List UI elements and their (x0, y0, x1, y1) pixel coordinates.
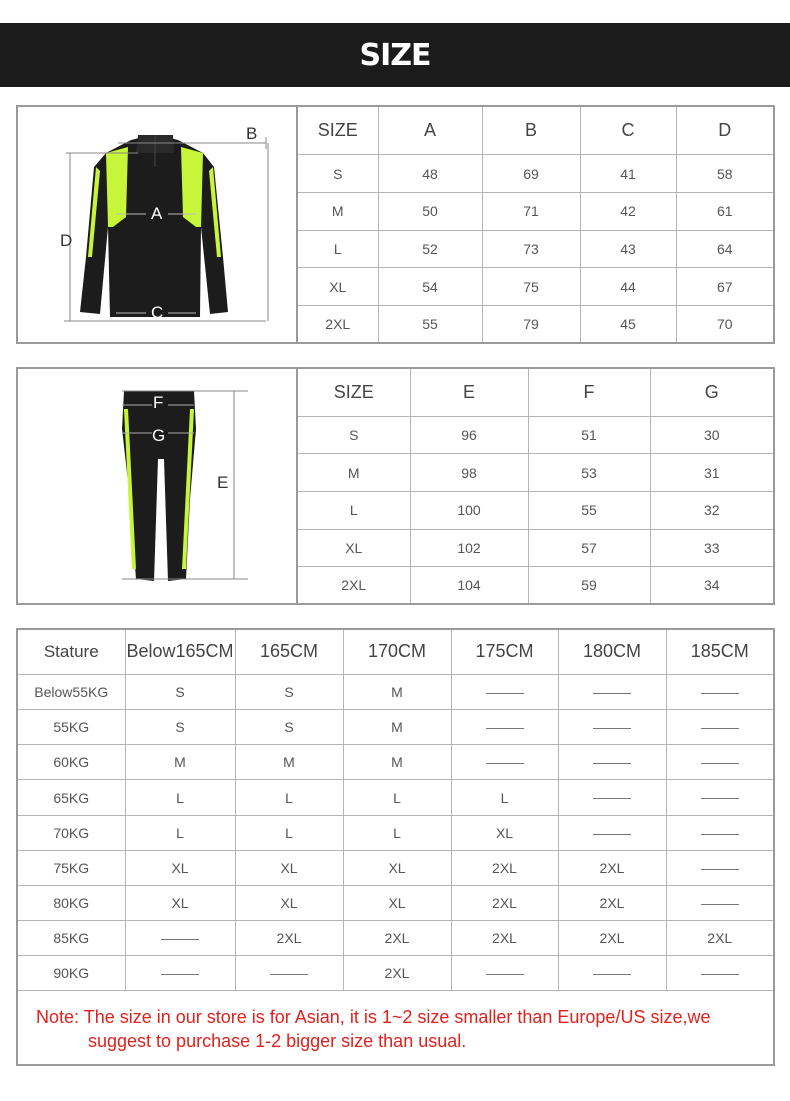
cell: 70 (676, 305, 773, 342)
label-a: A (151, 204, 163, 223)
size-cell: 2XL (558, 850, 666, 885)
stature-table-body (18, 630, 773, 990)
size-cell: L (125, 815, 235, 850)
cell: 33 (650, 529, 773, 567)
cell: 96 (410, 416, 528, 454)
header-cell: Stature (18, 630, 125, 674)
table-row (298, 416, 773, 454)
cell: 104 (410, 567, 528, 603)
table-row (298, 491, 773, 529)
table-row (298, 268, 773, 306)
table-row (298, 230, 773, 268)
no-size-dash (161, 939, 199, 940)
size-cell (666, 710, 773, 745)
size-cell: XL (235, 850, 343, 885)
table-header-row (18, 630, 773, 674)
table-row (18, 745, 773, 780)
label-b: B (246, 124, 258, 143)
label-c: C (151, 303, 164, 322)
cell: 34 (650, 567, 773, 603)
size-cell: 2XL (558, 886, 666, 921)
jacket-right-accent (181, 147, 203, 227)
cell: 42 (580, 192, 676, 230)
size-cell (666, 815, 773, 850)
note-line-1: Note: The size in our store is for Asian, it is 1~2 size smaller than Europe/US size,we (36, 1007, 711, 1027)
size-cell (558, 780, 666, 815)
stature-size-panel (16, 628, 775, 1066)
cell: 52 (378, 230, 482, 268)
cell: 2XL (298, 305, 378, 342)
weight-cell: 85KG (18, 921, 125, 956)
cell: 45 (580, 305, 676, 342)
table-row (298, 155, 773, 193)
header-cell: A (378, 107, 482, 155)
cell: 79 (482, 305, 580, 342)
size-cell (235, 956, 343, 990)
size-cell (451, 956, 558, 990)
note-text (36, 1005, 766, 1053)
no-size-dash (701, 834, 739, 835)
cell: 30 (650, 416, 773, 454)
size-cell: L (235, 780, 343, 815)
size-cell: M (343, 745, 451, 780)
size-cell (666, 850, 773, 885)
weight-cell: 75KG (18, 850, 125, 885)
cell: 73 (482, 230, 580, 268)
cell: 71 (482, 192, 580, 230)
size-cell: M (125, 745, 235, 780)
size-cell (125, 921, 235, 956)
table-row (18, 956, 773, 990)
label-d: D (60, 231, 73, 250)
size-cell: S (235, 710, 343, 745)
cell: 43 (580, 230, 676, 268)
size-cell (558, 674, 666, 709)
cell: 44 (580, 268, 676, 306)
cell: S (298, 155, 378, 193)
no-size-dash (593, 798, 631, 799)
table-row (298, 454, 773, 492)
table-row (18, 850, 773, 885)
size-cell: S (235, 674, 343, 709)
size-cell: L (343, 780, 451, 815)
note-line-2: suggest to purchase 1-2 bigger size than usual. (88, 1031, 467, 1051)
size-cell: M (235, 745, 343, 780)
size-cell: L (343, 815, 451, 850)
size-cell (666, 956, 773, 990)
size-cell (558, 815, 666, 850)
header-cell: 185CM (666, 630, 773, 674)
cell: 57 (528, 529, 650, 567)
header-cell: SIZE (298, 369, 410, 416)
size-cell: L (451, 780, 558, 815)
cell: 54 (378, 268, 482, 306)
weight-cell: 70KG (18, 815, 125, 850)
cell: 41 (580, 155, 676, 193)
table-row (298, 529, 773, 567)
cell: S (298, 416, 410, 454)
cell: 53 (528, 454, 650, 492)
weight-cell: 65KG (18, 780, 125, 815)
cell: M (298, 192, 378, 230)
header-cell: G (650, 369, 773, 416)
header-cell: 165CM (235, 630, 343, 674)
size-cell: S (125, 674, 235, 709)
size-cell (666, 780, 773, 815)
no-size-dash (593, 728, 631, 729)
cell: 98 (410, 454, 528, 492)
size-cell (558, 745, 666, 780)
cell: XL (298, 529, 410, 567)
weight-cell: Below55KG (18, 674, 125, 709)
header-cell: SIZE (298, 107, 378, 155)
no-size-dash (593, 974, 631, 975)
size-note (18, 990, 773, 1064)
header-cell: Below165CM (125, 630, 235, 674)
cell: 50 (378, 192, 482, 230)
no-size-dash (701, 798, 739, 799)
cell: 55 (378, 305, 482, 342)
size-cell: XL (343, 850, 451, 885)
weight-cell: 90KG (18, 956, 125, 990)
no-size-dash (701, 869, 739, 870)
header-cell: 175CM (451, 630, 558, 674)
cell: 102 (410, 529, 528, 567)
no-size-dash (593, 834, 631, 835)
stature-weight-table (18, 630, 773, 990)
table-row (298, 192, 773, 230)
no-size-dash (486, 693, 524, 694)
size-cell: 2XL (451, 921, 558, 956)
cell: 75 (482, 268, 580, 306)
no-size-dash (593, 693, 631, 694)
size-cell: XL (451, 815, 558, 850)
label-g: G (152, 426, 166, 445)
header-cell: C (580, 107, 676, 155)
size-banner (0, 23, 790, 87)
cell: 59 (528, 567, 650, 603)
cell: 31 (650, 454, 773, 492)
weight-cell: 60KG (18, 745, 125, 780)
size-cell (451, 674, 558, 709)
no-size-dash (701, 728, 739, 729)
size-cell: XL (125, 850, 235, 885)
size-cell: M (343, 674, 451, 709)
no-size-dash (701, 974, 739, 975)
size-cell (666, 674, 773, 709)
jacket-body (80, 135, 228, 317)
jacket-illustration-cell (18, 107, 298, 342)
size-cell (125, 956, 235, 990)
table-row (18, 710, 773, 745)
cell: 32 (650, 491, 773, 529)
size-cell: S (125, 710, 235, 745)
cell: M (298, 454, 410, 492)
no-size-dash (486, 974, 524, 975)
cell: XL (298, 268, 378, 306)
size-cell: XL (343, 886, 451, 921)
size-cell: 2XL (666, 921, 773, 956)
header-cell: B (482, 107, 580, 155)
size-cell: M (343, 710, 451, 745)
table-row (298, 567, 773, 603)
cell: 64 (676, 230, 773, 268)
size-cell: 2XL (451, 850, 558, 885)
header-cell: F (528, 369, 650, 416)
table-row (18, 886, 773, 921)
cell: 2XL (298, 567, 410, 603)
jacket-size-panel (16, 105, 775, 344)
size-cell: 2XL (343, 956, 451, 990)
table-row (18, 921, 773, 956)
header-cell: E (410, 369, 528, 416)
header-cell: D (676, 107, 773, 155)
header-cell: 170CM (343, 630, 451, 674)
cell: 55 (528, 491, 650, 529)
cell: L (298, 491, 410, 529)
size-cell: L (125, 780, 235, 815)
table-row (18, 815, 773, 850)
no-size-dash (486, 763, 524, 764)
size-cell (451, 745, 558, 780)
cell: 58 (676, 155, 773, 193)
size-cell: 2XL (343, 921, 451, 956)
jacket-left-accent (106, 147, 128, 227)
size-cell: 2XL (558, 921, 666, 956)
no-size-dash (701, 693, 739, 694)
size-cell (666, 745, 773, 780)
table-header-row (298, 107, 773, 155)
banner-title: SIZE (359, 37, 431, 73)
weight-cell: 80KG (18, 886, 125, 921)
size-cell: 2XL (451, 886, 558, 921)
no-size-dash (593, 763, 631, 764)
size-cell: XL (235, 886, 343, 921)
table-row (298, 305, 773, 342)
table-row (18, 780, 773, 815)
pants-illustration-cell (18, 369, 298, 603)
no-size-dash (270, 974, 308, 975)
header-cell: 180CM (558, 630, 666, 674)
cell: 48 (378, 155, 482, 193)
table-row (18, 674, 773, 709)
cell: L (298, 230, 378, 268)
cell: 100 (410, 491, 528, 529)
cell: 51 (528, 416, 650, 454)
cell: 67 (676, 268, 773, 306)
pants-size-panel (16, 367, 775, 605)
size-cell (666, 886, 773, 921)
no-size-dash (701, 904, 739, 905)
weight-cell: 55KG (18, 710, 125, 745)
size-cell: 2XL (235, 921, 343, 956)
pants-size-table (298, 369, 773, 603)
cell: 69 (482, 155, 580, 193)
label-e: E (217, 473, 229, 492)
no-size-dash (701, 763, 739, 764)
size-cell (558, 710, 666, 745)
table-header-row (298, 369, 773, 416)
size-cell: L (235, 815, 343, 850)
no-size-dash (161, 974, 199, 975)
no-size-dash (486, 728, 524, 729)
jacket-size-table (298, 107, 773, 342)
size-cell (558, 956, 666, 990)
size-cell (451, 710, 558, 745)
size-cell: XL (125, 886, 235, 921)
label-f: F (153, 393, 164, 412)
cell: 61 (676, 192, 773, 230)
